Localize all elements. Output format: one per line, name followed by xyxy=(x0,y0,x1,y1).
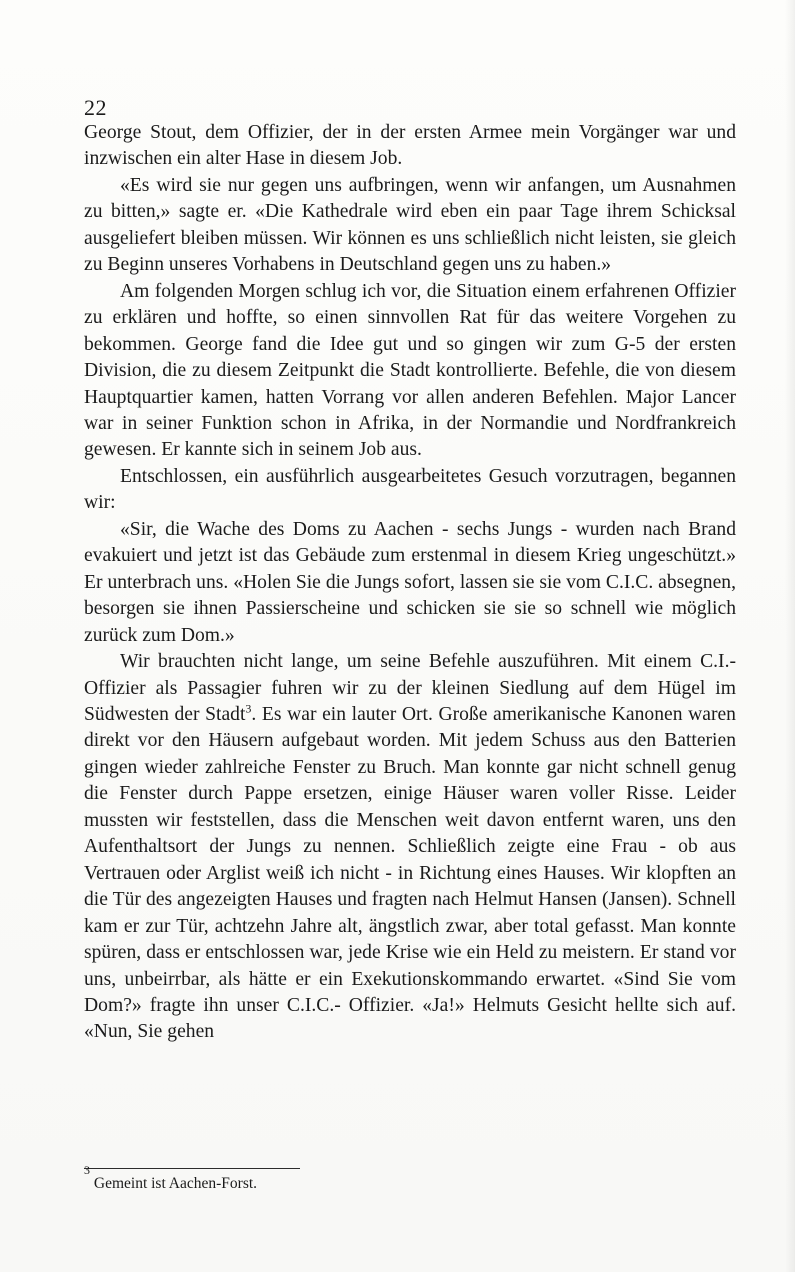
paragraph xyxy=(84,120,736,173)
paragraph xyxy=(84,517,736,649)
paragraph-text: Wir brauchten nicht lange, um seine Befehle auszuführen. Mit einem C.I.- Offizier als Passagier fuhren wir zu der kleinen Siedlung auf dem Hügel im Südwesten der Stadt xyxy=(84,651,736,725)
paragraph-text: «Es wird sie nur gegen uns aufbringen, wenn wir anfangen, um Ausnahmen zu bitten,» sagte er. «Die Kathedrale wird eben ein paar Tage ihrem Schicksal ausgeliefert bleiben müssen. Wir können es uns schließlich nicht leisten, sie gleich zu Beginn unseres Vorhabens in Deutschland gegen uns zu haben.» xyxy=(84,174,736,276)
footnote-divider xyxy=(84,1168,300,1169)
footnote-text: Gemeint ist Aachen-Forst. xyxy=(93,1175,258,1192)
footnote-reference: 3 xyxy=(245,701,252,716)
paragraph-text: Am folgenden Morgen schlug ich vor, die Situation einem erfahrenen Offizier zu erklären und hoffte, so einen sinnvollen Rat für das weitere Vorgehen zu bekommen. George fand die Idee gut und so gingen wir zum G-5 der ersten Division, die zu diesem Zeitpunkt die Stadt kontrollierte. Befehle, die von diesem Hauptquartier kamen, hatten Vorrang vor allen anderen Befehlen. Major Lancer war in seiner Funktion schon in Afrika, in der Normandie und Nordfrankreich gewesen. Er kannte sich in seinem Job aus. xyxy=(84,280,736,461)
paragraph-text: George Stout, dem Offizier, der in der ersten Armee mein Vorgänger war und inzwischen ein alter Hase in diesem Job. xyxy=(84,122,736,170)
paragraph xyxy=(84,649,736,1046)
paragraph-text: «Sir, die Wache des Doms zu Aachen - sechs Jungs - wurden nach Brand evakuiert und jetzt ist das Gebäude zum erstenmal in diesem Krieg ungeschützt.» Er unterbrach uns. «Holen Sie die Jungs sofort, lassen sie sie vom C.I.C. absegnen, besorgen sie ihnen Passierscheine und schicken sie sie so schnell wie möglich zurück zum Dom.» xyxy=(84,518,736,646)
paragraph xyxy=(84,173,736,279)
footnote xyxy=(84,1163,258,1194)
body-text xyxy=(84,120,736,1046)
page-edge-shadow xyxy=(785,0,795,1272)
footnote-marker: 3 xyxy=(84,1163,90,1177)
paragraph-text: . Es war ein lauter Ort. Große amerikanische Kanonen waren direkt vor den Häusern aufgebaut worden. Mit jedem Schuss aus den Batterien gingen wieder zahlreiche Fenster zu Bruch. Man konnte gar nicht schnell genug die Fenster durch Pappe ersetzen, einige Häuser waren voller Risse. Leider mussten wir feststellen, dass die Menschen weit davon entfernt waren, uns den Aufenthaltsort der Jungs zu nennen. Schließlich zeigte eine Frau - ob aus Vertrauen oder Arglist weiß ich nicht - in Richtung eines Hauses. Wir klopften an die Tür des angezeigten Hauses und fragten nach Helmut Hansen (Jansen). Schnell kam er zur Tür, achtzehn Jahre alt, ängstlich zwar, aber total gefasst. Man konnte spüren, dass er entschlossen war, jede Krise wie ein Held zu meistern. Er stand vor uns, unbeirrbar, als hätte er ein Exekutionskommando erwartet. «Sind Sie vom Dom?» fragte ihn unser C.I.C.- Offizier. «Ja!» Helmuts Gesicht hellte sich auf. «Nun, Sie gehen xyxy=(84,703,736,1043)
paragraph xyxy=(84,464,736,517)
page-number: 22 xyxy=(84,95,107,120)
paragraph-text: Entschlossen, ein ausführlich ausgearbeitetes Gesuch vorzutragen, begannen wir: xyxy=(84,465,736,514)
paragraph xyxy=(84,279,736,464)
